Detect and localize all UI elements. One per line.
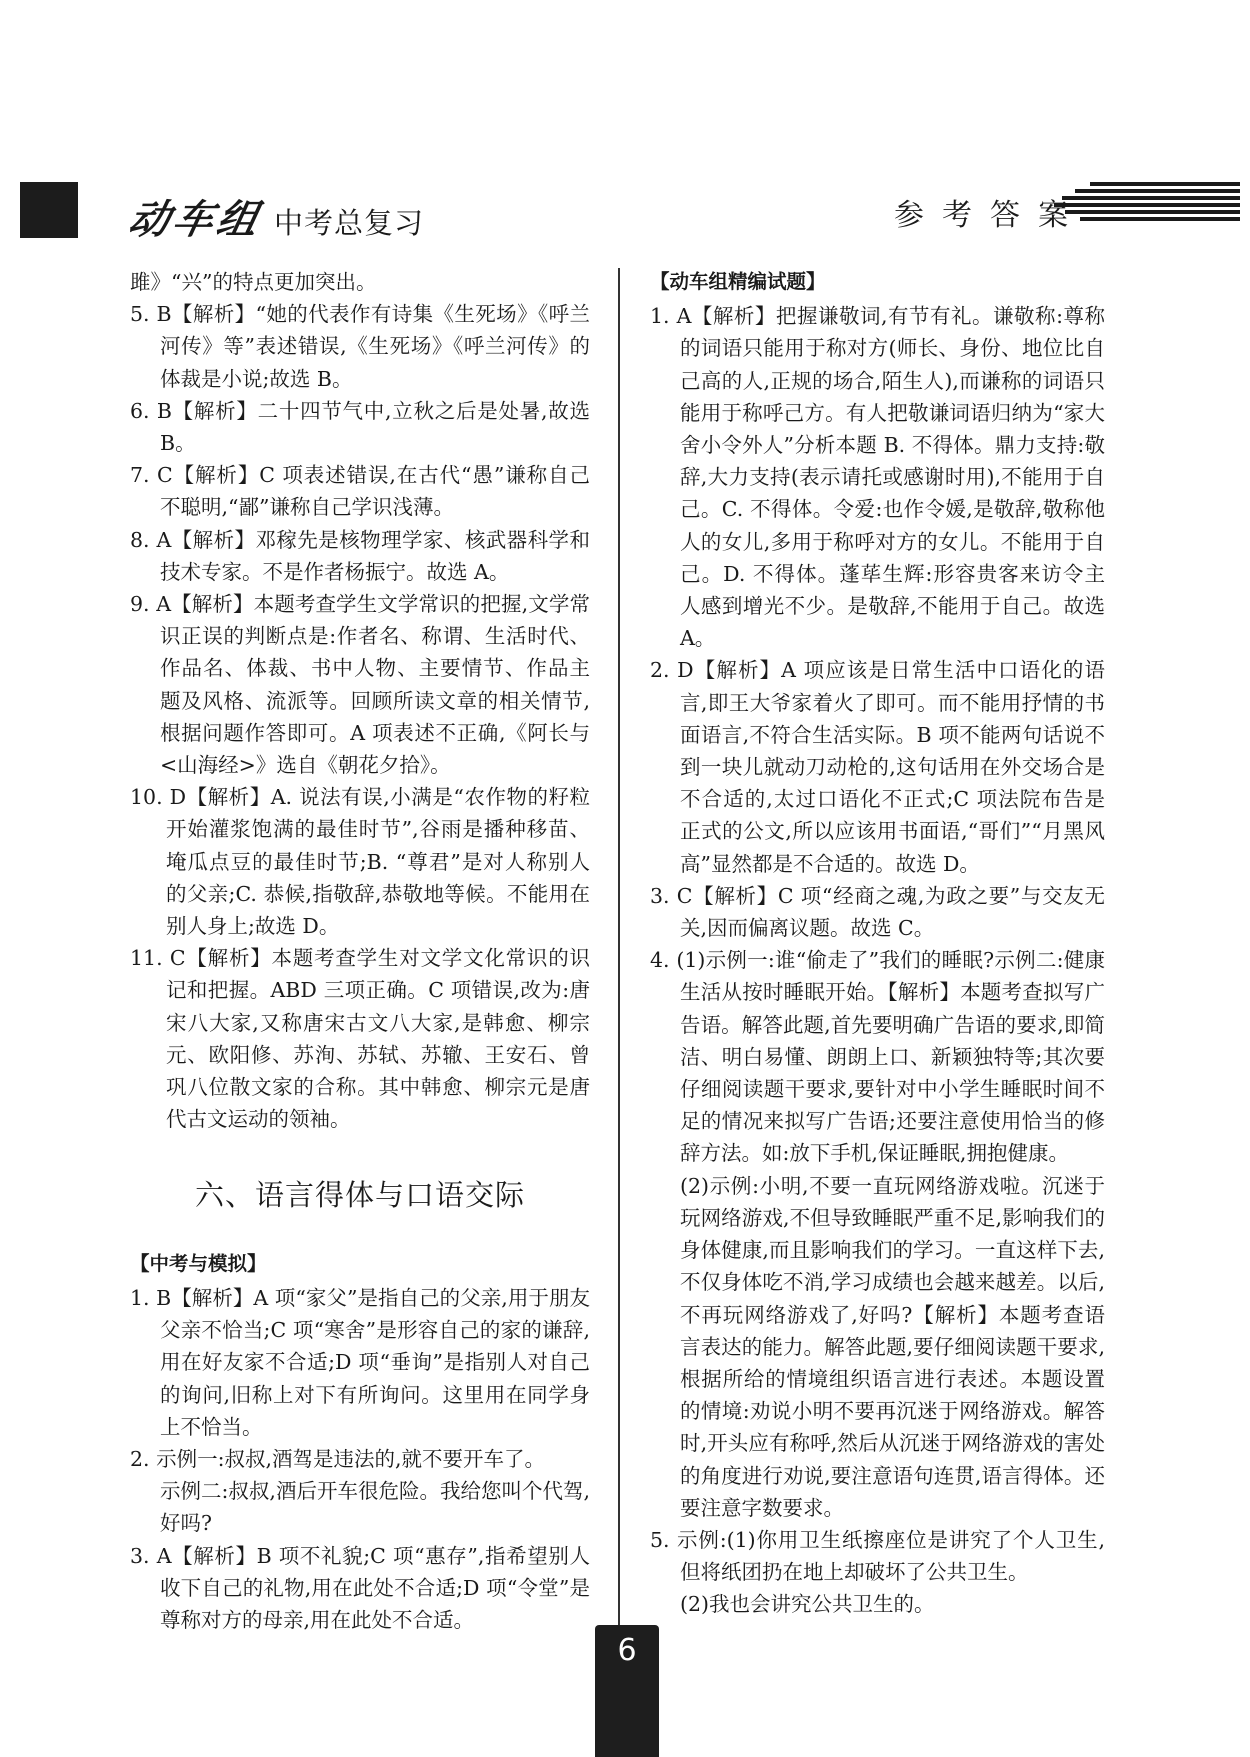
page-number: 6	[617, 1633, 637, 1668]
subhead-exam: 【中考与模拟】	[130, 1251, 267, 1275]
answer-8: 8. A【解析】邓稼先是核物理学家、核武器科学和技术专家。不是作者杨振宁。故选 A。	[130, 527, 590, 584]
brand-logo: 动车组	[124, 196, 267, 243]
answer-7: 7. C【解析】C 项表述错误,在古代“愚”谦称自己不聪明,“鄙”谦称自己学识浅薄。	[130, 463, 590, 520]
exam-answer-1: 1. B【解析】A 项“家父”是指自己的父亲,用于朋友父亲不恰当;C 项“寒舍”是形容自己的家的谦辞,用在好友家不合适;D 项“垂询”是指别人对自己的询问,旧称上对下有所询问。这里用在同学身上不恰当。	[130, 1285, 590, 1439]
brand-subtitle: 中考总复习	[274, 206, 425, 240]
answer-6: 6. B【解析】二十四节气中,立秋之后是处暑,故选 B。	[130, 398, 590, 456]
page-number-tab	[595, 1625, 659, 1757]
right-column	[650, 266, 1105, 1621]
exam-answer-2: 2. 示例一:叔叔,酒驾是违法的,就不要开车了。	[130, 1446, 546, 1471]
left-column	[130, 266, 590, 1636]
exam-answer-3: 3. A【解析】B 项不礼貌;C 项“惠存”,指希望别人收下自己的礼物,用在此处不合适;D 项“令堂”是尊称对方的母亲,用在此处不合适。	[130, 1543, 590, 1632]
practice-answer-3: 3. C【解析】C 项“经商之魂,为政之要”与交友无关,因而偏离议题。故选 C。	[650, 883, 1105, 941]
column-divider	[618, 268, 620, 1738]
exam-answer-2-example-2: 示例二:叔叔,酒后开车很危险。我给您叫个代驾,好吗?	[160, 1479, 590, 1536]
corner-block	[20, 182, 78, 238]
subhead-practice: 【动车组精编试题】	[650, 270, 826, 293]
answer-5: 5. B【解析】“她的代表作有诗集《生死场》《呼兰河传》等”表述错误,《生死场》《呼兰河传》的体裁是小说;故选 B。	[130, 302, 590, 391]
answer-9: 9. A【解析】本题考查学生文学常识的把握,文学常识正误的判断点是:作者名、称谓、生活时代、作品名、体裁、书中人物、主要情节、作品主题及风格、流派等。回顾所读文章的相关情节,根据问题作答即可。A 项表述不正确,《阿长与<山海经>》选自《朝花夕拾》。	[130, 592, 590, 778]
practice-answer-5-part-1: 5. 示例:(1)你用卫生纸擦座位是讲究了个人卫生,但将纸团扔在地上却破坏了公共卫生。	[650, 1527, 1105, 1585]
answer-11: 11. C【解析】本题考查学生对文学文化常识的识记和把握。ABD 三项正确。C 项错误,改为:唐宋八大家,又称唐宋古文八大家,是韩愈、柳宗元、欧阳修、苏洵、苏轼、苏辙、王安石、曾巩八位散文家的合称。其中韩愈、柳宗元是唐代古文运动的领袖。	[130, 946, 590, 1132]
practice-answer-2: 2. D【解析】A 项应该是日常生活中口语化的语言,即王大爷家着火了即可。而不能用抒情的书面语言,不符合生活实际。B 项不能两句话说不到一块儿就动刀动枪的,这句话用在外交场合是不合适的,太过口语化不正式;C 项法院布告是正式的公文,所以应该用书面语,“哥们”“月黑风高”显然都是不合适的。故选 D。	[650, 658, 1105, 876]
practice-answer-1: 1. A【解析】把握谦敬词,有节有礼。谦敬称:尊称的词语只能用于称对方(师长、身份、地位比自己高的人,正规的场合,陌生人),而谦称的词语只能用于称呼己方。有人把敬谦词语归纳为“家大舍小令外人”分析本题 B. 不得体。鼎力支持:敬辞,大力支持(表示请托或感谢时用),不能用于自己。C. 不得体。令爱:也作令媛,是敬辞,敬称他人的女儿,多用于称呼对方的女儿。不能用于自己。D. 不得体。蓬荜生辉:形容贵客来访令主人感到增光不少。是敬辞,不能用于自己。故选 A。	[650, 304, 1105, 651]
header-brand	[124, 188, 425, 245]
practice-answer-4-part-2: (2)示例:小明,不要一直玩网络游戏啦。沉迷于玩网络游戏,不但导致睡眠严重不足,影响我们的身体健康,而且影响我们的学习。一直这样下去,不仅身体吃不消,学习成绩也会越来越差。以后,不再玩网络游戏了,好吗?【解析】本题考查语言表达的能力。解答此题,要仔细阅读题干要求,根据所给的情境组织语言进行表述。本题设置的情境:劝说小明不要再沉迷于网络游戏。解答时,开头应有称呼,然后从沉迷于网络游戏的害处的角度进行劝说,要注意语句连贯,语言得体。还要注意字数要求。	[680, 1173, 1105, 1520]
answer-continuation: 雎》“兴”的特点更加突出。	[130, 270, 377, 294]
practice-answer-4-part-1: 4. (1)示例一:谁“偷走了”我们的睡眠?示例二:健康生活从按时睡眠开始。【解析】本题考查拟写广告语。解答此题,首先要明确广告语的要求,即简洁、明白易懂、朗朗上口、新颖独特等;其次要仔细阅读题干要求,要针对中小学生睡眠时间不足的情况来拟写广告语;还要注意使用恰当的修辞方法。如:放下手机,保证睡眠,拥抱健康。	[650, 948, 1105, 1166]
practice-answer-5-part-2: (2)我也会讲究公共卫生的。	[680, 1592, 935, 1617]
section-title: 参考答案	[894, 198, 1086, 233]
answer-10: 10. D【解析】A. 说法有误,小满是“农作物的籽粒开始灌浆饱满的最佳时节”,谷雨是播种移苗、埯瓜点豆的最佳时节;B. “尊君”是对人称别人的父亲;C. 恭候,指敬辞,恭敬地等候。不能用在别人身上;故选 D。	[130, 785, 590, 939]
section-heading: 六、语言得体与口语交际	[194, 1178, 525, 1213]
